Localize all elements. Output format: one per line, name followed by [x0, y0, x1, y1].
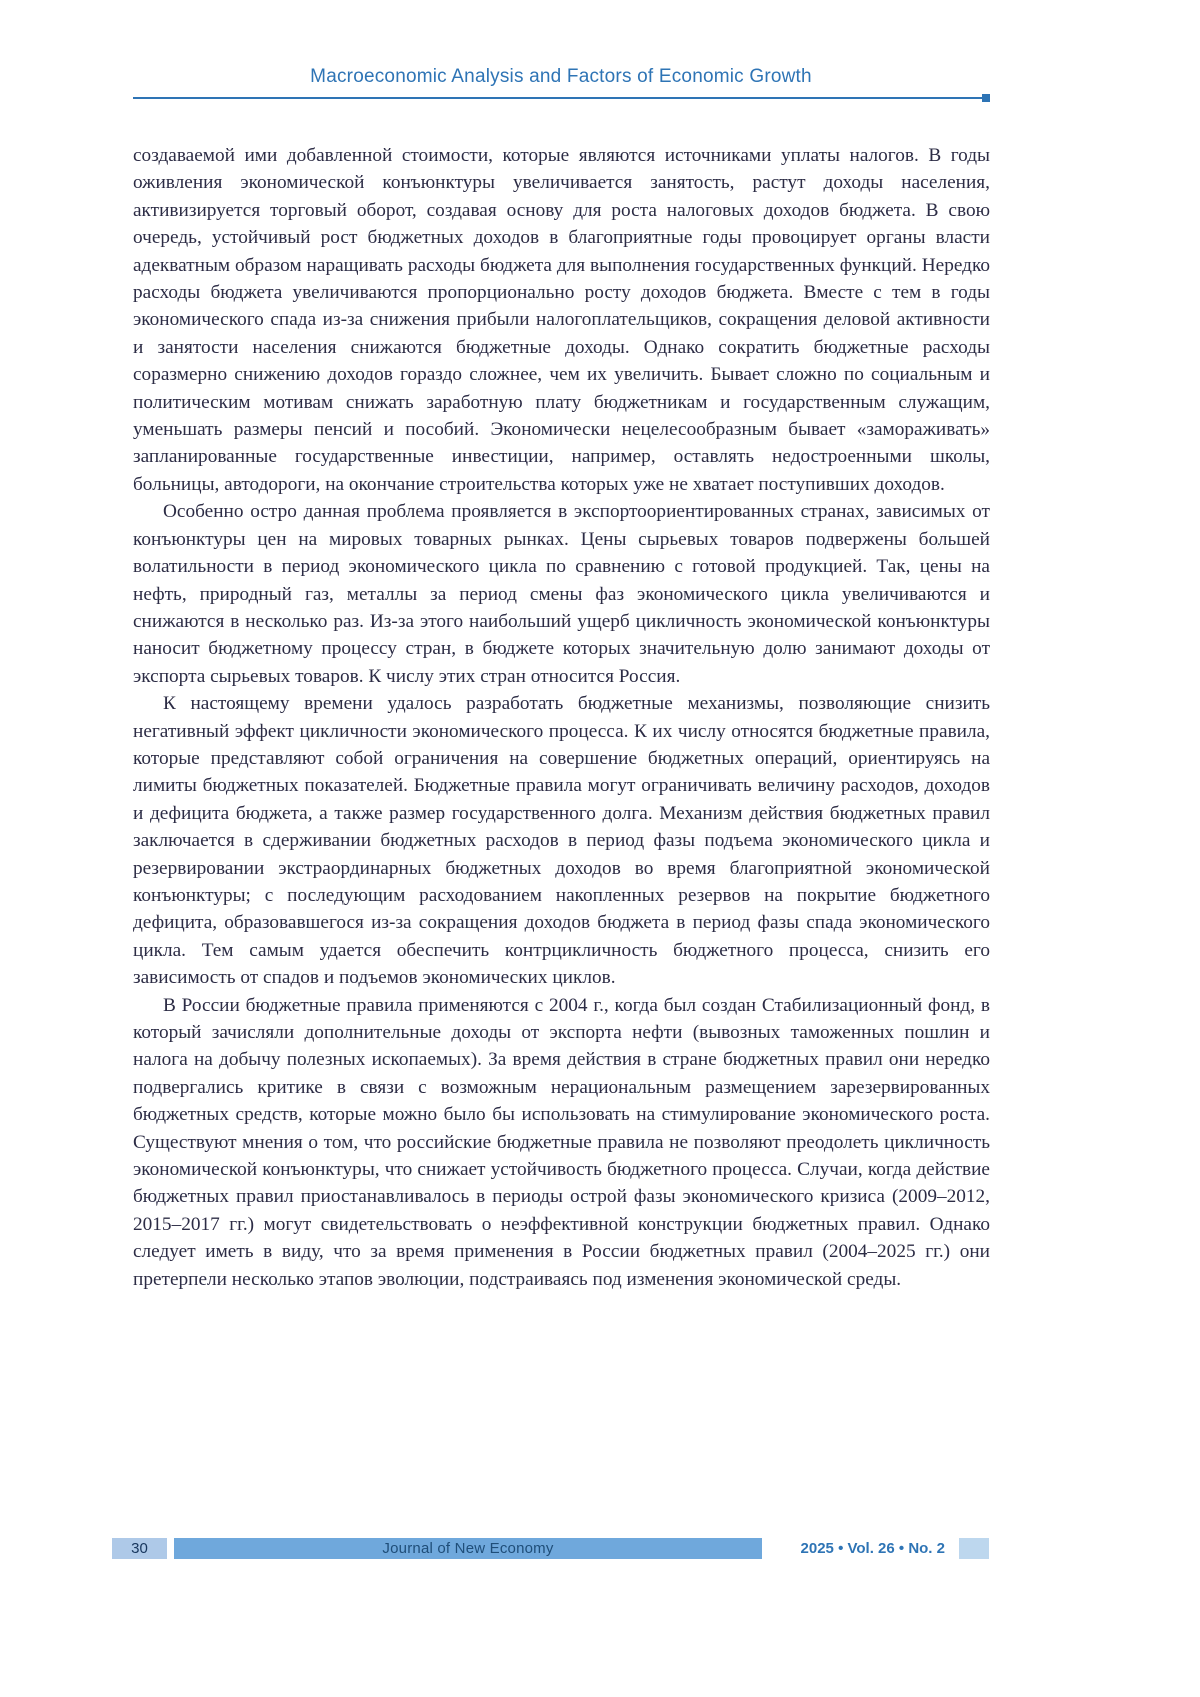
- journal-name: Journal of New Economy: [382, 1540, 554, 1557]
- issue-info: 2025 • Vol. 26 • No. 2: [800, 1540, 945, 1557]
- paragraph: создаваемой ими добавленной стоимости, которые являются источниками уплаты налогов. В годы оживления экономической конъюнктуры увеличивается занятость, растут доходы населения, активизируется торговый оборот, создавая основу для роста налоговых доходов бюджета. В свою очередь, устойчивый рост бюджетных доходов в благоприятные годы провоцирует органы власти адекватным образом наращивать расходы бюджета для выполнения государственных функций. Нередко расходы бюджета увеличиваются пропорционально росту доходов бюджета. Вместе с тем в годы экономического спада из-за снижения прибыли налогоплательщиков, сокращения деловой активности и занятости населения снижаются бюджетные доходы. Однако сократить бюджетные расходы соразмерно снижению доходов гораздо сложнее, чем их увеличить. Бывает сложно по социальным и политическим мотивам снижать заработную плату бюджетникам и государственным служащим, уменьшать размеры пенсий и пособий. Экономически нецелесообразным бывает «замораживать» запланированные государственные инвестиции, например, оставлять недостроенными школы, больницы, автодороги, на окончание строительства которых уже не хватает поступивших доходов.: [133, 145, 990, 495]
- page-footer: [112, 1538, 989, 1559]
- page-number: 30: [112, 1538, 167, 1559]
- page-header: [133, 66, 989, 99]
- paragraph: Особенно остро данная проблема проявляется в экспортоориентированных странах, зависимых от конъюнктуры цен на мировых товарных рынках. Цены сырьевых товаров подвержены большей волатильности в период экономического цикла по сравнению с готовой продукцией. Так, цены на нефть, природный газ, металлы за период смены фаз экономического цикла увеличиваются и снижаются в несколько раз. Из-за этого наибольший ущерб цикличность экономической конъюнктуры наносит бюджетному процессу стран, в бюджете которых значительную долю занимают доходы от экспорта сырьевых товаров. К числу этих стран относится Россия.: [133, 501, 990, 687]
- header-rule-square: [982, 94, 990, 102]
- footer-accent-square: [959, 1538, 989, 1559]
- paragraph: В России бюджетные правила применяются с 2004 г., когда был создан Стабилизационный фонд, в который зачисляли дополнительные доходы от экспорта нефти (вывозных таможенных пошлин и налога на добычу полезных ископаемых). За время действия в стране бюджетных правил они нередко подвергались критике в связи с возможным нерациональным размещением зарезервированных бюджетных средств, которые можно было бы использовать на стимулирование экономического роста. Существуют мнения о том, что российские бюджетные правила не позволяют преодолеть цикличность экономической конъюнктуры, что снижает устойчивость бюджетного процесса. Случаи, когда действие бюджетных правил приостанавливалось в периоды острой фазы экономического кризиса (2009–2012, 2015–2017 гг.) могут свидетельствовать о неэффективной конструкции бюджетных правил. Однако следует иметь в виду, что за время применения в России бюджетных правил (2004–2025 гг.) они претерпели несколько этапов эволюции, подстраиваясь под изменения экономической среды.: [133, 994, 990, 1290]
- journal-name-bar: [174, 1538, 762, 1559]
- article-body: [133, 142, 990, 1293]
- paragraph: К настоящему времени удалось разработать бюджетные механизмы, позволяющие снизить негативный эффект цикличности экономического процесса. К их числу относятся бюджетные правила, которые представляют собой ограничения на совершение бюджетных операций, ориентируясь на лимиты бюджетных показателей. Бюджетные правила могут ограничивать величину расходов, доходов и дефицита бюджета, а также размер государственного долга. Механизм действия бюджетных правил заключается в сдерживании бюджетных расходов в период фазы подъема экономического цикла и резервировании экстраординарных бюджетных доходов во время благоприятной экономической конъюнктуры; с последующим расходованием накопленных резервов на покрытие бюджетного дефицита, образовавшегося из-за сокращения доходов бюджета в период фазы спада экономического цикла. Тем самым удается обеспечить контрцикличность бюджетного процесса, снизить его зависимость от спадов и подъемов экономических циклов.: [133, 693, 990, 989]
- running-title: Macroeconomic Analysis and Factors of Economic Growth: [310, 66, 812, 87]
- header-rule: [133, 97, 989, 99]
